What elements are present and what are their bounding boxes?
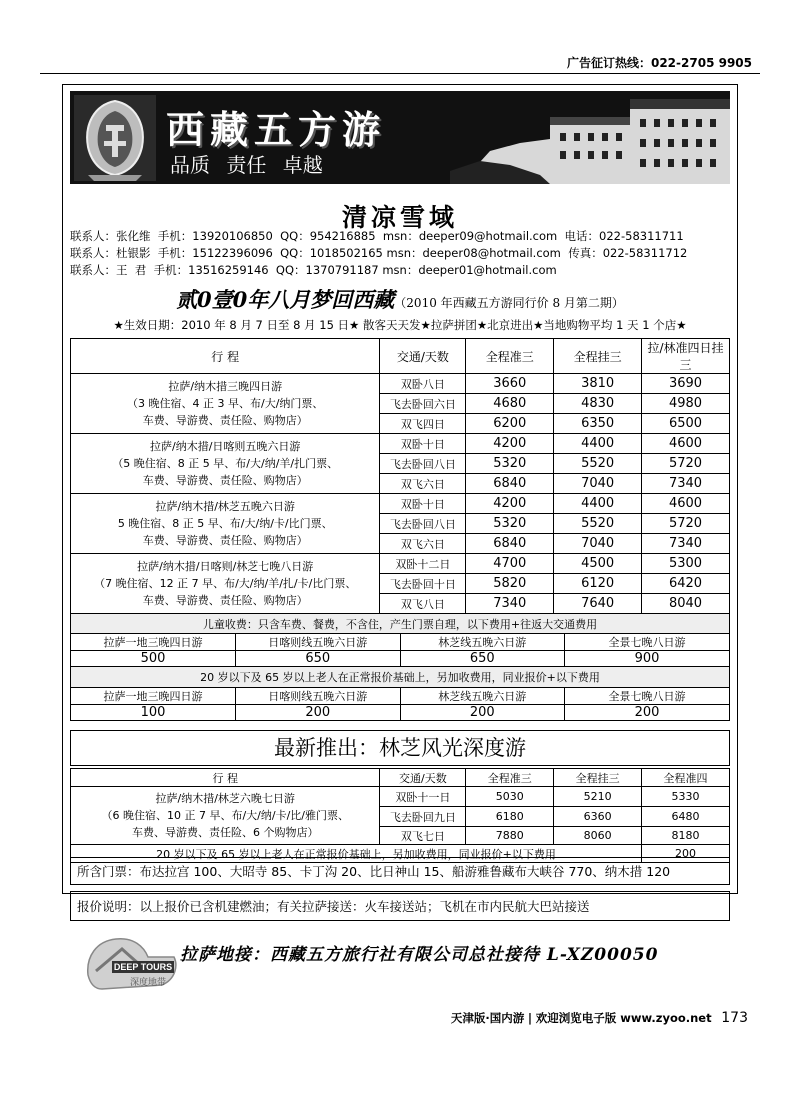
price-cell: 4600 — [642, 494, 730, 514]
price-cell: 5720 — [642, 514, 730, 534]
brand-name: 西藏五方游 — [166, 107, 387, 152]
transport-cell: 双卧八日 — [380, 374, 466, 394]
child-price: 900 — [565, 651, 730, 667]
table-row — [71, 554, 730, 574]
header-price-3: 拉/林准四日挂三 — [642, 339, 730, 374]
price-cell: 6840 — [466, 474, 554, 494]
table-header-row — [71, 339, 730, 374]
price-cell: 5820 — [466, 574, 554, 594]
transport-cell: 飞去卧回八日 — [380, 514, 466, 534]
price-cell: 4500 — [554, 554, 642, 574]
price-cell: 3690 — [642, 374, 730, 394]
age-surcharge-note: 20 岁以下及 65 岁以上老人在正常报价基础上，另加收费用，同业报价+以下费用 — [71, 845, 642, 863]
route-name: 拉萨/纳木措/林芝六晚七日游 — [155, 792, 295, 805]
route-cell — [71, 494, 380, 554]
age-price: 100 — [71, 705, 236, 721]
footer-separator: | — [527, 1011, 533, 1025]
header-transport: 交通/天数 — [380, 769, 466, 787]
price-cell: 4680 — [466, 394, 554, 414]
price-cell: 6120 — [554, 574, 642, 594]
sub-title-note: （2010 年西藏五方游同行价 8 月第二期） — [394, 296, 624, 310]
price-cell: 4400 — [554, 494, 642, 514]
transport-cell: 双飞七日 — [380, 827, 466, 845]
brand-slogan: 品质 责任 卓越 — [170, 153, 323, 177]
route-detail: （5 晚住宿、8 正 5 早、布/大/纳/羊/扎门票、 — [112, 457, 339, 470]
price-cell: 3810 — [554, 374, 642, 394]
price-cell: 7040 — [554, 474, 642, 494]
header-transport: 交通/天数 — [380, 339, 466, 374]
route-cell — [71, 554, 380, 614]
child-fee-note: 儿童收费：只含车费、餐费，不含住，产生门票自理，以下费用+往返大交通费用 — [71, 614, 730, 634]
transport-cell: 双飞四日 — [380, 414, 466, 434]
child-header-row — [71, 634, 730, 721]
child-note-row — [71, 614, 730, 634]
header-price-3: 全程准四 — [642, 769, 730, 787]
route-name: 拉萨/纳木措/日喀则/林芝七晚八日游 — [137, 560, 314, 573]
child-header: 林芝线五晚六日游 — [400, 634, 565, 651]
contact-line: 联系人：张化维 手机：13920106850 QQ：954216885 msn：deeper09@hotmail.com 电话：022-58311711 — [70, 229, 684, 243]
validity-line: ★生效日期：2010 年 8 月 7 日至 8 月 15 日★ 散客天天发★拉萨拼团★北京进出★当地购物平均 1 天 1 个店★ — [113, 318, 687, 332]
route-name: 拉萨/纳木措/林芝五晚六日游 — [155, 500, 295, 513]
price-cell: 5210 — [554, 787, 642, 807]
transport-cell: 双飞六日 — [380, 534, 466, 554]
price-cell: 6420 — [642, 574, 730, 594]
route-detail: 车费、导游费、责任险、购物店） — [142, 474, 308, 487]
child-header: 全景七晚八日游 — [608, 636, 686, 649]
age-price: 200 — [400, 705, 565, 721]
price-cell: 7340 — [642, 474, 730, 494]
new-product-title: 最新推出：林芝风光深度游 — [70, 730, 730, 766]
age-header: 日喀则线五晚六日游 — [236, 688, 401, 705]
price-cell: 5320 — [466, 454, 554, 474]
logo-brand-text: DEEP TOURS — [113, 962, 173, 972]
deep-tours-logo — [82, 935, 180, 993]
price-cell: 5030 — [466, 787, 554, 807]
price-cell: 7880 — [466, 827, 554, 845]
price-cell: 6840 — [466, 534, 554, 554]
price-cell: 8040 — [642, 594, 730, 614]
header-route: 行 程 — [71, 769, 380, 787]
route-name: 拉萨/纳木措/日喀则五晚六日游 — [150, 440, 301, 453]
price-cell: 7340 — [642, 534, 730, 554]
page-title: 清凉雪域 — [341, 203, 458, 232]
price-cell: 5300 — [642, 554, 730, 574]
age-header: 拉萨一地三晚四日游 — [71, 688, 236, 705]
brand-banner — [70, 91, 730, 184]
child-fee-grid — [71, 634, 729, 720]
price-cell: 6350 — [554, 414, 642, 434]
header-route: 行 程 — [71, 339, 380, 374]
price-cell: 6480 — [642, 807, 730, 827]
header-price-2: 全程挂三 — [554, 339, 642, 374]
route-detail: 车费、导游费、责任险、购物店） — [142, 594, 308, 607]
transport-cell: 双卧十二日 — [380, 554, 466, 574]
contact-line: 联系人：王 君 手机：13516259146 QQ：1370791187 msn：deeper01@hotmail.com — [70, 263, 557, 277]
price-cell: 6180 — [466, 807, 554, 827]
route-cell — [71, 374, 380, 434]
transport-cell: 飞去卧回八日 — [380, 454, 466, 474]
child-price: 650 — [400, 651, 565, 667]
price-cell: 4980 — [642, 394, 730, 414]
age-price: 200 — [565, 705, 730, 721]
age-price: 200 — [642, 845, 730, 863]
price-cell: 5320 — [466, 514, 554, 534]
price-table — [70, 338, 730, 721]
age-price: 200 — [236, 705, 401, 721]
route-detail: 5 晚住宿、8 正 5 早、布/大/纳/卡/比门票、 — [117, 517, 333, 530]
sub-title-main: 贰0壹0年八月梦回西藏 — [176, 287, 395, 312]
ad-hotline: 广告征订热线：022-2705 9905 — [566, 56, 752, 70]
price-cell: 5720 — [642, 454, 730, 474]
table-row — [71, 374, 730, 394]
price-cell: 4600 — [642, 434, 730, 454]
table-row — [71, 434, 730, 454]
table-header-row — [71, 769, 730, 787]
price-cell: 7340 — [466, 594, 554, 614]
route-cell — [71, 787, 380, 845]
price-cell: 4700 — [466, 554, 554, 574]
price-cell: 6500 — [642, 414, 730, 434]
route-detail: 车费、导游费、责任险、购物店） — [142, 414, 308, 427]
route-name: 拉萨/纳木措三晚四日游 — [168, 380, 283, 393]
contact-list — [70, 228, 687, 279]
footer-website: 欢迎浏览电子版 www.zyoo.net — [535, 1011, 712, 1025]
header-price-1: 全程准三 — [466, 769, 554, 787]
transport-cell: 双卧十日 — [380, 434, 466, 454]
table-row — [71, 494, 730, 514]
price-cell: 6360 — [554, 807, 642, 827]
price-cell: 7640 — [554, 594, 642, 614]
price-cell: 5520 — [554, 454, 642, 474]
age-header: 全景七晚八日游 — [565, 688, 730, 705]
admission-tickets: 所含门票：布达拉宫 100、大昭寺 85、卡丁沟 20、比日神山 15、船游雅鲁藏布大峡谷 770、纳木措 120 — [70, 857, 730, 885]
table-row — [71, 787, 730, 807]
header-price-1: 全程准三 — [466, 339, 554, 374]
footer-edition: 天津版·国内游 — [450, 1011, 525, 1025]
transport-cell: 飞去卧回六日 — [380, 394, 466, 414]
route-detail: （3 晚住宿、4 正 3 早、布/大/纳门票、 — [127, 397, 324, 410]
transport-cell: 飞去卧回十日 — [380, 574, 466, 594]
price-notes: 报价说明：以上报价已含机建燃油；有关拉萨接送：火车接送站；飞机在市内民航大巴站接送 — [70, 891, 730, 921]
age-surcharge-note: 20 岁以下及 65 岁以上老人在正常报价基础上，另加收费用，同业报价+以下费用 — [71, 667, 729, 688]
header-rule — [40, 73, 760, 74]
price-cell: 4200 — [466, 434, 554, 454]
sub-title — [0, 284, 800, 314]
price-cell: 4830 — [554, 394, 642, 414]
tibetan-emblem-icon — [74, 95, 156, 181]
linzhi-price-table — [70, 768, 730, 863]
child-price: 500 — [71, 651, 236, 667]
page-number: 173 — [721, 1010, 748, 1026]
route-cell — [71, 434, 380, 494]
ground-operator: 拉萨地接：西藏五方旅行社有限公司总社接待 L-XZ00050 — [180, 945, 659, 965]
transport-cell: 飞去卧回九日 — [380, 807, 466, 827]
price-cell: 8180 — [642, 827, 730, 845]
price-cell: 8060 — [554, 827, 642, 845]
transport-cell: 双卧十日 — [380, 494, 466, 514]
price-cell: 3660 — [466, 374, 554, 394]
price-cell: 7040 — [554, 534, 642, 554]
header-price-2: 全程挂三 — [554, 769, 642, 787]
transport-cell: 双卧十一日 — [380, 787, 466, 807]
age-header: 林芝线五晚六日游 — [400, 688, 565, 705]
child-header: 拉萨一地三晚四日游 — [71, 634, 236, 651]
potala-palace-image — [450, 91, 730, 184]
price-cell: 4400 — [554, 434, 642, 454]
route-detail: （6 晚住宿、10 正 7 早、布/大/纳/卡/比/雅门票、 — [101, 809, 349, 822]
price-cell: 5520 — [554, 514, 642, 534]
child-header: 日喀则线五晚六日游 — [236, 634, 401, 651]
route-detail: 车费、导游费、责任险、购物店） — [142, 534, 308, 547]
transport-cell: 双飞八日 — [380, 594, 466, 614]
logo-sub-text: 深度地带 — [129, 978, 167, 988]
child-price: 650 — [236, 651, 401, 667]
page-footer — [451, 1010, 748, 1026]
transport-cell: 双飞六日 — [380, 474, 466, 494]
contact-line: 联系人：杜银影 手机：15122396096 QQ：1018502165 msn：deeper08@hotmail.com 传真：022-58311712 — [70, 246, 688, 260]
price-cell: 5330 — [642, 787, 730, 807]
price-cell: 6200 — [466, 414, 554, 434]
route-detail: 车费、导游费、责任险、6 个购物店） — [131, 826, 319, 839]
price-cell: 4200 — [466, 494, 554, 514]
route-detail: （7 晚住宿、12 正 7 早、布/大/纳/羊/扎/卡/比门票、 — [94, 577, 357, 590]
